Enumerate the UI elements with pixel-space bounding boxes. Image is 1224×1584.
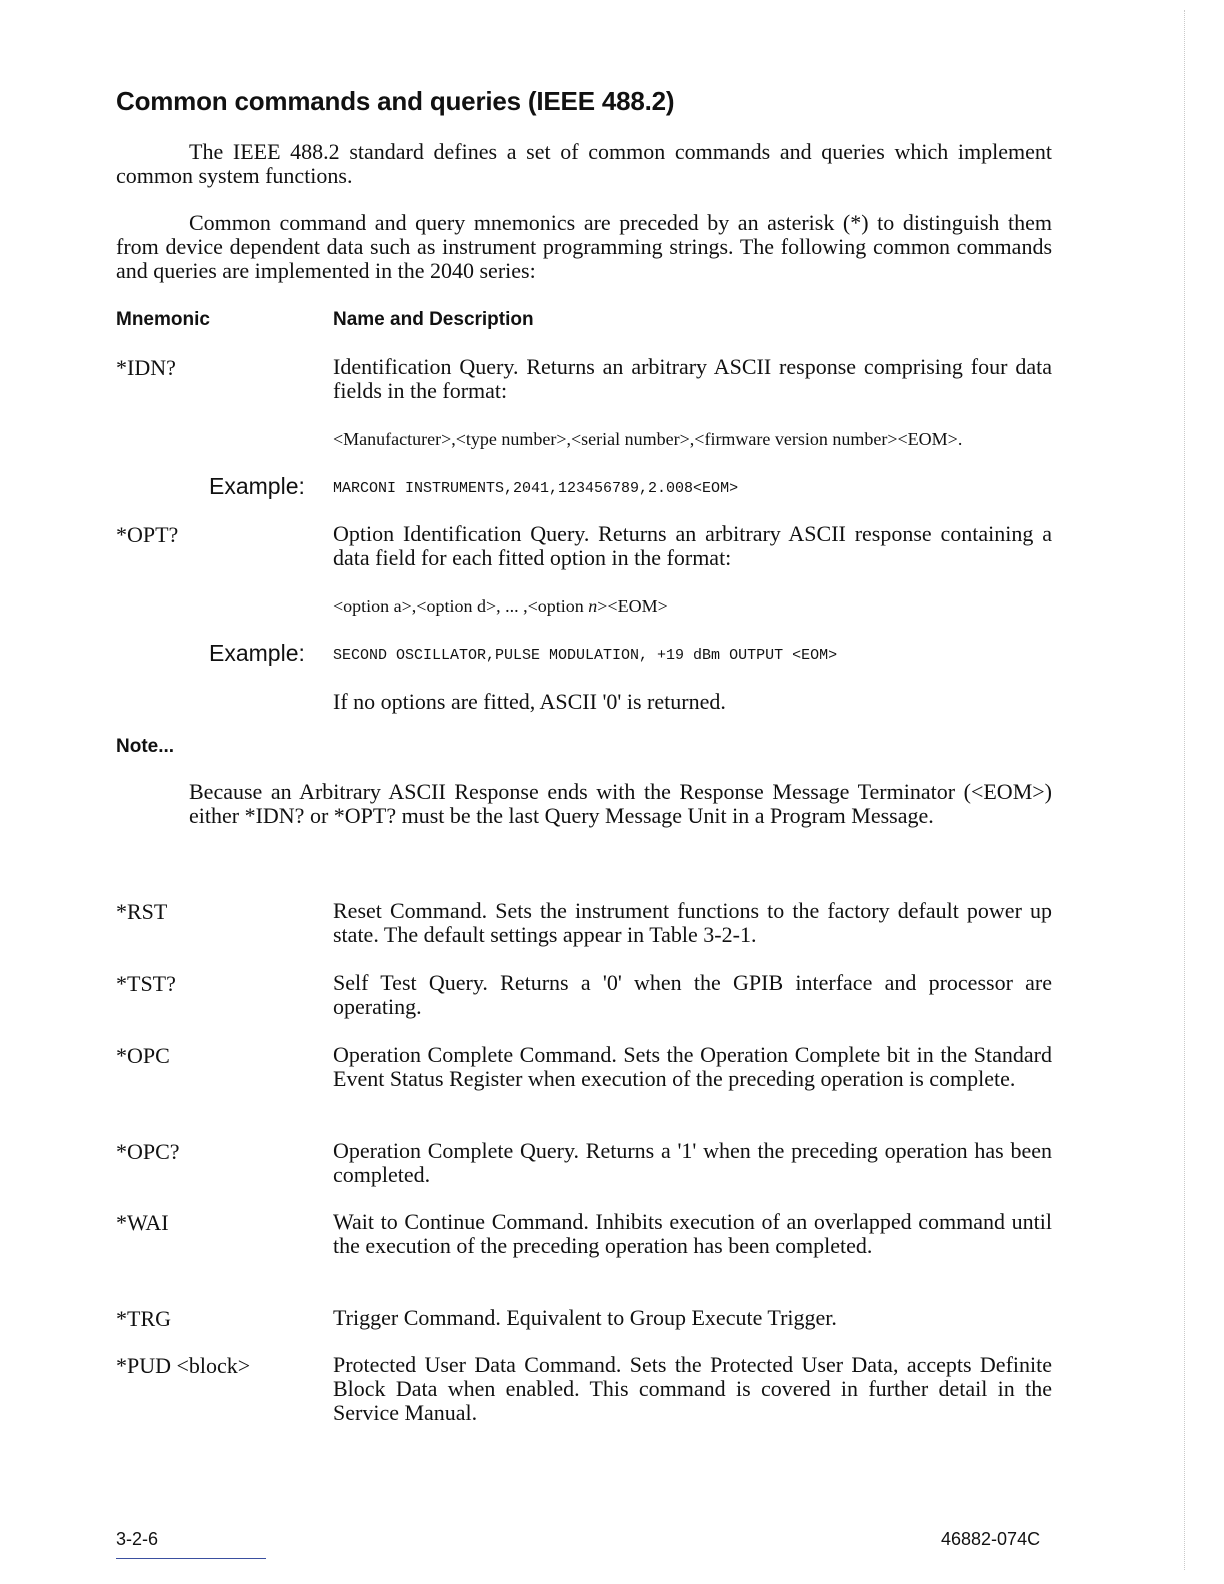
section-heading: Common commands and queries (IEEE 488.2): [116, 86, 675, 116]
command-mnemonic: *RST: [116, 899, 168, 924]
command-description: Wait to Continue Command. Inhibits execution of an overlapped command until the execution of the preceding operation has been completed.: [333, 1209, 1052, 1258]
column-header-description: Name and Description: [333, 309, 534, 330]
response-format: <Manufacturer>,<type number>,<serial number>,<firmware version number><EOM>.: [333, 429, 963, 449]
command-mnemonic: *WAI: [116, 1210, 169, 1235]
example-code: SECOND OSCILLATOR,PULSE MODULATION, +19 dBm OUTPUT <EOM>: [333, 647, 838, 664]
command-description: Operation Complete Query. Returns a '1' when the preceding operation has been completed.: [333, 1138, 1052, 1187]
note-text: Because an Arbitrary ASCII Response ends with the Response Message Terminator (<EOM>) either *IDN? or *OPT? must be the last Query Message Unit in a Program Message.: [189, 779, 1052, 828]
command-description: Protected User Data Command. Sets the Protected User Data, accepts Definite Block Data when enabled. This command is covered in further detail in the Service Manual.: [333, 1352, 1052, 1425]
no-options-text: If no options are fitted, ASCII '0' is returned.: [333, 689, 726, 714]
note-label: Note...: [116, 736, 175, 757]
command-description: Identification Query. Returns an arbitrary ASCII response comprising four data fields in the format:: [333, 354, 1052, 403]
page-edge-line: [1184, 10, 1185, 1570]
example-code: MARCONI INSTRUMENTS,2041,123456789,2.008<EOM>: [333, 480, 739, 497]
command-mnemonic: *PUD <block>: [116, 1353, 251, 1378]
command-description: Trigger Command. Equivalent to Group Execute Trigger.: [333, 1305, 837, 1330]
intro-paragraph-2: Common command and query mnemonics are preceded by an asterisk (*) to distinguish them from device dependent data such as instrument programming strings. The following common commands and queries are implemented in the 2040 series:: [116, 210, 1052, 283]
command-mnemonic: *TRG: [116, 1306, 171, 1331]
command-mnemonic: *OPC?: [116, 1139, 180, 1164]
footer-rule: [116, 1558, 266, 1559]
command-description: Reset Command. Sets the instrument functions to the factory default power up state. The default settings appear in Table 3-2-1.: [333, 898, 1052, 947]
intro-paragraph-1: The IEEE 488.2 standard defines a set of common commands and queries which implement common system functions.: [116, 139, 1052, 188]
page-number: 3-2-6: [116, 1529, 159, 1549]
command-description: Operation Complete Command. Sets the Operation Complete bit in the Standard Event Status Register when execution of the preceding operation is complete.: [333, 1042, 1052, 1091]
format-n: n: [588, 596, 598, 616]
command-description: Self Test Query. Returns a '0' when the GPIB interface and processor are operating.: [333, 970, 1052, 1019]
response-format: [333, 596, 668, 617]
example-label: Example:: [209, 640, 305, 666]
command-mnemonic: *TST?: [116, 971, 176, 996]
command-mnemonic: *OPT?: [116, 522, 179, 547]
command-description: Option Identification Query. Returns an arbitrary ASCII response containing a data field for each fitted option in the format:: [333, 521, 1052, 570]
format-prefix: <option a>,<option d>, ... ,<option: [333, 596, 589, 616]
command-mnemonic: *IDN?: [116, 355, 176, 380]
format-suffix: ><EOM>: [597, 596, 668, 616]
example-label: Example:: [209, 473, 305, 499]
column-header-mnemonic: Mnemonic: [116, 309, 210, 330]
command-mnemonic: *OPC: [116, 1043, 170, 1068]
document-number: 46882-074C: [941, 1529, 1041, 1549]
